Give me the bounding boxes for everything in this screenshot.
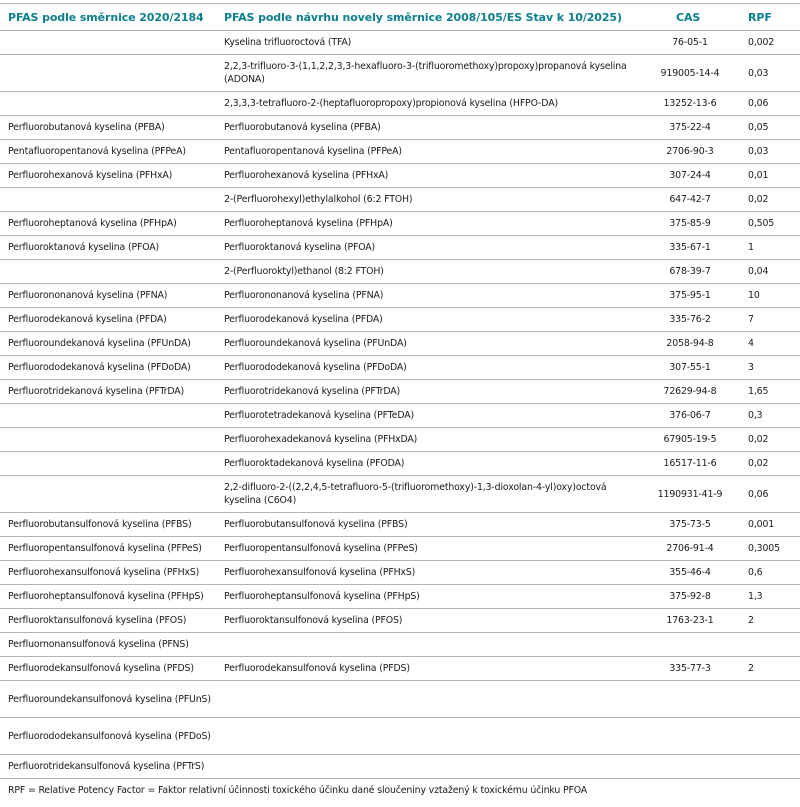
cell-rpf [742,755,800,779]
table-row [0,633,800,657]
cell-cas: 375-73-5 [644,513,742,537]
cell-directive-2020: Perfluoroheptansulfonová kyselina (PFHpS) [0,585,216,609]
cell-cas: 307-24-4 [644,164,742,188]
table-row [0,561,800,585]
cell-cas: 13252-13-6 [644,92,742,116]
cell-rpf: 10 [742,284,800,308]
cell-cas: 76-05-1 [644,31,742,55]
cell-cas: 375-85-9 [644,212,742,236]
cell-directive-2008: Perfluorobutanová kyselina (PFBA) [216,116,644,140]
cell-directive-2020: Perfluorononanová kyselina (PFNA) [0,284,216,308]
cell-rpf: 1,3 [742,585,800,609]
footnote-rpf-definition: RPF = Relative Potency Factor = Faktor relativní účinnosti toxického účinku dané sloučeniny vztažený k toxickému účinku PFOA [8,785,588,796]
cell-directive-2008: 2,3,3,3-tetrafluoro-2-(heptafluoropropoxy)propionová kyselina (HFPO-DA) [216,92,644,116]
cell-directive-2008 [216,718,644,755]
cell-directive-2020: Perfluoroktansulfonová kyselina (PFOS) [0,609,216,633]
cell-directive-2020: Perfluoroundekanová kyselina (PFUnDA) [0,332,216,356]
table-row [0,609,800,633]
cell-directive-2020: Perfluoroundekansulfonová kyselina (PFUnS) [0,681,216,718]
cell-directive-2020 [0,476,216,513]
cell-directive-2008: Perfluorononanová kyselina (PFNA) [216,284,644,308]
cell-directive-2008: Perfluorodekanová kyselina (PFDA) [216,308,644,332]
cell-directive-2020: Pentafluoropentanová kyselina (PFPeA) [0,140,216,164]
cell-cas [644,718,742,755]
cell-rpf: 0,3005 [742,537,800,561]
table-row [0,476,800,513]
table-row [0,31,800,55]
table-row [0,356,800,380]
cell-directive-2008: Perfluorohexansulfonová kyselina (PFHxS) [216,561,644,585]
table-row [0,236,800,260]
cell-cas: 335-76-2 [644,308,742,332]
cell-rpf: 1,65 [742,380,800,404]
cell-directive-2008: Perfluoroundekanová kyselina (PFUnDA) [216,332,644,356]
cell-directive-2008: 2-(Perfluorohexyl)ethylalkohol (6:2 FTOH) [216,188,644,212]
cell-directive-2020 [0,428,216,452]
table-row [0,140,800,164]
table-row [0,537,800,561]
cell-directive-2008: Kyselina trifluoroctová (TFA) [216,31,644,55]
cell-directive-2008: Perfluoroktanová kyselina (PFOA) [216,236,644,260]
header-row [0,4,800,31]
cell-directive-2020: Perfluorobutanová kyselina (PFBA) [0,116,216,140]
table-row [0,188,800,212]
cell-cas: 335-67-1 [644,236,742,260]
cell-rpf: 0,02 [742,452,800,476]
cell-directive-2020: Perfluoroktanová kyselina (PFOA) [0,236,216,260]
table-row [0,308,800,332]
cell-cas: 16517-11-6 [644,452,742,476]
cell-cas [644,633,742,657]
table-row [0,164,800,188]
cell-rpf: 0,3 [742,404,800,428]
cell-directive-2008: 2-(Perfluoroktyl)ethanol (8:2 FTOH) [216,260,644,284]
table-row [0,260,800,284]
cell-rpf [742,718,800,755]
cell-directive-2020: Perfluoropentansulfonová kyselina (PFPeS) [0,537,216,561]
cell-directive-2020: Perfluorobutansulfonová kyselina (PFBS) [0,513,216,537]
cell-directive-2020: Perfluoroheptanová kyselina (PFHpA) [0,212,216,236]
cell-directive-2020 [0,55,216,92]
table-row [0,380,800,404]
cell-directive-2020: Perfluorododekanová kyselina (PFDoDA) [0,356,216,380]
table-row [0,332,800,356]
cell-rpf [742,681,800,718]
cell-rpf: 1 [742,236,800,260]
cell-cas: 375-22-4 [644,116,742,140]
cell-directive-2008: Perfluoroheptansulfonová kyselina (PFHpS) [216,585,644,609]
header-directive-2008: PFAS podle návrhu novely směrnice 2008/105/ES Stav k 10/2025) [216,4,644,31]
cell-directive-2008: Perfluoroktadekanová kyselina (PFODA) [216,452,644,476]
cell-cas: 2706-90-3 [644,140,742,164]
pfas-table [0,3,800,779]
cell-cas: 919005-14-4 [644,55,742,92]
table-row [0,116,800,140]
cell-cas: 1763-23-1 [644,609,742,633]
cell-directive-2008: Perfluorodekansulfonová kyselina (PFDS) [216,657,644,681]
table-row [0,212,800,236]
cell-rpf: 0,6 [742,561,800,585]
cell-directive-2008: Perfluorotetradekanová kyselina (PFTeDA) [216,404,644,428]
cell-cas [644,681,742,718]
cell-directive-2020: Perfluorodekanová kyselina (PFDA) [0,308,216,332]
cell-cas: 355-46-4 [644,561,742,585]
table-row [0,404,800,428]
cell-cas: 647-42-7 [644,188,742,212]
cell-cas: 678-39-7 [644,260,742,284]
cell-rpf: 0,02 [742,428,800,452]
cell-cas: 2706-91-4 [644,537,742,561]
table-row [0,755,800,779]
cell-cas: 1190931-41-9 [644,476,742,513]
cell-rpf: 0,02 [742,188,800,212]
cell-directive-2008: 2,2-difluoro-2-((2,2,4,5-tetrafluoro-5-(trifluoromethoxy)-1,3-dioxolan-4-yl)oxy)octová kyselina (C6O4) [216,476,644,513]
cell-rpf: 0,002 [742,31,800,55]
cell-directive-2020 [0,404,216,428]
cell-directive-2020 [0,31,216,55]
cell-rpf: 0,505 [742,212,800,236]
cell-directive-2008: Perfluorododekanová kyselina (PFDoDA) [216,356,644,380]
cell-cas: 2058-94-8 [644,332,742,356]
cell-cas: 376-06-7 [644,404,742,428]
cell-directive-2020: Perfluornonansulfonová kyselina (PFNS) [0,633,216,657]
cell-rpf: 0,03 [742,140,800,164]
cell-directive-2008: Perfluoroheptanová kyselina (PFHpA) [216,212,644,236]
cell-directive-2020: Perfluorohexansulfonová kyselina (PFHxS) [0,561,216,585]
cell-directive-2008 [216,633,644,657]
cell-directive-2008: 2,2,3-trifluoro-3-(1,1,2,2,3,3-hexafluoro-3-(trifluoromethoxy)propoxy)propanová kyselina (ADONA) [216,55,644,92]
cell-rpf [742,633,800,657]
cell-directive-2008: Perfluoroktansulfonová kyselina (PFOS) [216,609,644,633]
cell-directive-2020 [0,92,216,116]
cell-cas: 375-95-1 [644,284,742,308]
cell-directive-2008: Pentafluoropentanová kyselina (PFPeA) [216,140,644,164]
table-row [0,718,800,755]
cell-rpf: 3 [742,356,800,380]
cell-directive-2020: Perfluorododekansulfonová kyselina (PFDoS) [0,718,216,755]
cell-cas: 335-77-3 [644,657,742,681]
table-row [0,513,800,537]
cell-rpf: 2 [742,609,800,633]
table-row [0,284,800,308]
cell-rpf: 4 [742,332,800,356]
cell-rpf: 7 [742,308,800,332]
cell-rpf: 0,03 [742,55,800,92]
cell-rpf: 0,001 [742,513,800,537]
cell-cas: 307-55-1 [644,356,742,380]
cell-directive-2020: Perfluorohexanová kyselina (PFHxA) [0,164,216,188]
table-body [0,31,800,779]
table-row [0,452,800,476]
table-row [0,681,800,718]
cell-directive-2008: Perfluorohexadekanová kyselina (PFHxDA) [216,428,644,452]
cell-directive-2020 [0,188,216,212]
cell-rpf: 0,04 [742,260,800,284]
table-row [0,657,800,681]
cell-directive-2020 [0,260,216,284]
table-row [0,428,800,452]
cell-directive-2020: Perfluorodekansulfonová kyselina (PFDS) [0,657,216,681]
table-row [0,585,800,609]
cell-directive-2008: Perfluoropentansulfonová kyselina (PFPeS) [216,537,644,561]
cell-rpf: 0,01 [742,164,800,188]
cell-cas: 375-92-8 [644,585,742,609]
cell-rpf: 0,06 [742,476,800,513]
cell-directive-2008 [216,755,644,779]
table-row [0,92,800,116]
header-directive-2020: PFAS podle směrnice 2020/2184 [0,4,216,31]
cell-directive-2020: Perfluorotridekansulfonová kyselina (PFTrS) [0,755,216,779]
cell-directive-2008: Perfluorobutansulfonová kyselina (PFBS) [216,513,644,537]
pfas-document [0,3,800,796]
cell-cas: 67905-19-5 [644,428,742,452]
cell-rpf: 2 [742,657,800,681]
cell-directive-2020: Perfluorotridekanová kyselina (PFTrDA) [0,380,216,404]
cell-directive-2008: Perfluorohexanová kyselina (PFHxA) [216,164,644,188]
cell-rpf: 0,05 [742,116,800,140]
cell-directive-2008: Perfluorotridekanová kyselina (PFTrDA) [216,380,644,404]
cell-directive-2020 [0,452,216,476]
header-rpf: RPF [742,4,800,31]
cell-rpf: 0,06 [742,92,800,116]
cell-cas [644,755,742,779]
cell-directive-2008 [216,681,644,718]
header-cas: CAS [644,4,742,31]
cell-cas: 72629-94-8 [644,380,742,404]
table-row [0,55,800,92]
